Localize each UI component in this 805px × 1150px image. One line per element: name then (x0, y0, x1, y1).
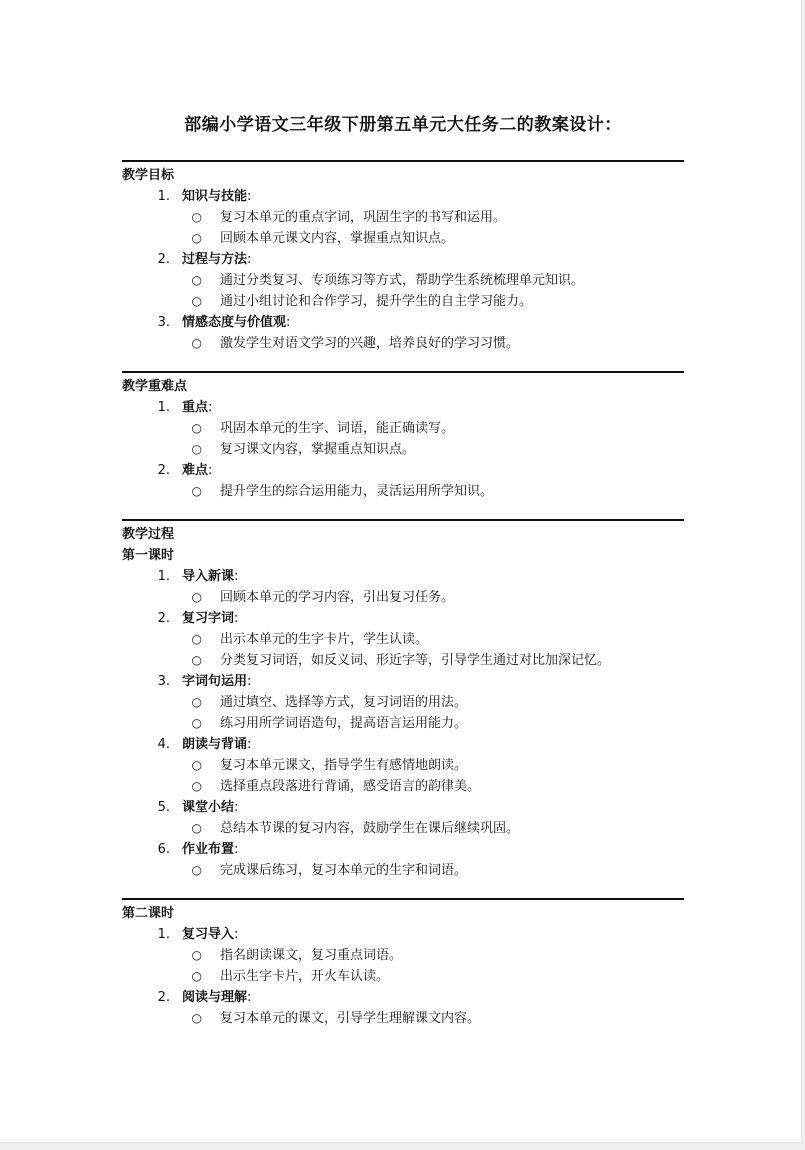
bullet-text: 复习本单元的重点字词，巩固生字的书写和运用。 (220, 210, 507, 225)
bullet-text: 回顾本单元课文内容，掌握重点知识点。 (220, 231, 455, 246)
section-divider (122, 898, 684, 900)
bullet-list (122, 207, 684, 249)
item-label: 复习导入 (182, 927, 235, 942)
bullet-item (122, 650, 684, 671)
item-number: 4. (157, 737, 170, 752)
list-item (122, 460, 684, 502)
bullet-list (122, 587, 684, 608)
bullet-item (122, 629, 684, 650)
item-colon: : (234, 569, 239, 584)
bullet-item (122, 860, 684, 881)
bullet-list (122, 270, 684, 312)
bullet-text: 复习课文内容，掌握重点知识点。 (220, 442, 416, 457)
numbered-list (122, 566, 684, 881)
item-label: 情感态度与价值观 (182, 315, 287, 330)
bullet-text: 通过填空、选择等方式，复习词语的用法。 (220, 695, 468, 710)
hollow-circle-bullet-icon: ○ (191, 653, 202, 667)
bullet-item (122, 418, 684, 439)
bullet-list (122, 945, 684, 987)
bullet-text: 通过小组讨论和合作学习，提升学生的自主学习能力。 (220, 294, 533, 309)
bullet-item (122, 818, 684, 839)
bullet-text: 练习用所学词语造句，提高语言运用能力。 (220, 716, 468, 731)
bullet-text: 通过分类复习、专项练习等方式，帮助学生系统梳理单元知识。 (220, 273, 585, 288)
item-colon: : (234, 927, 239, 942)
bullet-item (122, 270, 684, 291)
item-number: 2. (157, 463, 170, 478)
hollow-circle-bullet-icon: ○ (191, 421, 202, 435)
section-heading: 教学过程 (122, 527, 175, 542)
hollow-circle-bullet-icon: ○ (191, 336, 202, 350)
list-item (122, 608, 684, 671)
section-divider (122, 519, 684, 521)
bullet-text: 回顾本单元的学习内容，引出复习任务。 (220, 590, 455, 605)
hollow-circle-bullet-icon: ○ (191, 294, 202, 308)
bullet-text: 分类复习词语，如反义词、形近字等，引导学生通过对比加深记忆。 (220, 653, 611, 668)
item-colon: : (208, 400, 213, 415)
bullet-item (122, 228, 684, 249)
list-item (122, 987, 684, 1029)
section-heading: 教学重难点 (122, 379, 188, 394)
hollow-circle-bullet-icon: ○ (191, 231, 202, 245)
item-colon: : (234, 800, 239, 815)
bullet-item (122, 713, 684, 734)
bullet-list (122, 481, 684, 502)
item-colon: : (247, 189, 252, 204)
item-colon: : (247, 674, 252, 689)
bullet-item (122, 587, 684, 608)
item-colon: : (247, 737, 252, 752)
item-number: 3. (157, 674, 170, 689)
item-colon: : (247, 990, 252, 1005)
bullet-item (122, 776, 684, 797)
item-colon: : (286, 315, 291, 330)
list-item (122, 797, 684, 839)
bullet-text: 巩固本单元的生字、词语，能正确读写。 (220, 421, 455, 436)
item-number: 5. (157, 800, 170, 815)
hollow-circle-bullet-icon: ○ (191, 442, 202, 456)
list-item (122, 249, 684, 312)
section-heading: 第二课时 (122, 906, 175, 921)
list-item (122, 924, 684, 987)
list-item (122, 671, 684, 734)
hollow-circle-bullet-icon: ○ (191, 210, 202, 224)
item-number: 1. (157, 927, 170, 942)
section-subheading: 第一课时 (122, 548, 175, 563)
bullet-item (122, 692, 684, 713)
bullet-list (122, 629, 684, 671)
bullet-item (122, 1008, 684, 1029)
bullet-text: 指名朗读课文，复习重点词语。 (220, 948, 403, 963)
bullet-list (122, 1008, 684, 1029)
bullet-item (122, 291, 684, 312)
bullet-text: 激发学生对语文学习的兴趣，培养良好的学习习惯。 (220, 336, 520, 351)
list-item (122, 186, 684, 249)
list-item (122, 397, 684, 460)
item-number: 2. (157, 252, 170, 267)
hollow-circle-bullet-icon: ○ (191, 1011, 202, 1025)
hollow-circle-bullet-icon: ○ (191, 716, 202, 730)
bullet-item (122, 439, 684, 460)
bullet-text: 出示本单元的生字卡片，学生认读。 (220, 632, 429, 647)
bullet-item (122, 207, 684, 228)
bullet-list (122, 418, 684, 460)
bullet-item (122, 966, 684, 987)
item-label: 朗读与背诵 (182, 737, 248, 752)
numbered-list (122, 397, 684, 502)
bullet-list (122, 692, 684, 734)
item-label: 字词句运用 (182, 674, 248, 689)
section-teaching-process (122, 519, 684, 881)
numbered-list (122, 924, 684, 1029)
numbered-list (122, 186, 684, 354)
document-title: 部编小学语文三年级下册第五单元大任务二的教案设计： (184, 115, 622, 135)
bullet-list (122, 860, 684, 881)
item-number: 2. (157, 611, 170, 626)
list-item (122, 566, 684, 608)
hollow-circle-bullet-icon: ○ (191, 632, 202, 646)
hollow-circle-bullet-icon: ○ (191, 863, 202, 877)
bullet-list (122, 333, 684, 354)
item-number: 2. (157, 990, 170, 1005)
item-label: 作业布置 (182, 842, 235, 857)
item-number: 6. (157, 842, 170, 857)
item-number: 1. (157, 400, 170, 415)
bullet-text: 复习本单元的课文，引导学生理解课文内容。 (220, 1011, 481, 1026)
item-number: 1. (157, 189, 170, 204)
bullet-list (122, 818, 684, 839)
bullet-list (122, 755, 684, 797)
bullet-item (122, 481, 684, 502)
item-label: 阅读与理解 (182, 990, 248, 1005)
section-divider (122, 160, 684, 162)
section-second-lesson (122, 898, 684, 1029)
item-colon: : (247, 252, 252, 267)
hollow-circle-bullet-icon: ○ (191, 969, 202, 983)
hollow-circle-bullet-icon: ○ (191, 821, 202, 835)
item-colon: : (208, 463, 213, 478)
section-teaching-goals (122, 160, 684, 354)
item-number: 1. (157, 569, 170, 584)
bullet-text: 完成课后练习，复习本单元的生字和词语。 (220, 863, 468, 878)
list-item (122, 312, 684, 354)
hollow-circle-bullet-icon: ○ (191, 758, 202, 772)
item-label: 知识与技能 (182, 189, 248, 204)
section-key-difficulties (122, 371, 684, 502)
item-label: 复习字词 (182, 611, 235, 626)
bullet-item (122, 755, 684, 776)
item-label: 导入新课 (182, 569, 235, 584)
item-label: 难点 (182, 463, 209, 478)
item-label: 课堂小结 (182, 800, 235, 815)
bullet-text: 总结本节课的复习内容，鼓励学生在课后继续巩固。 (220, 821, 520, 836)
item-label: 过程与方法 (182, 252, 248, 267)
bullet-text: 出示生字卡片，开火车认读。 (220, 969, 390, 984)
hollow-circle-bullet-icon: ○ (191, 484, 202, 498)
list-item (122, 839, 684, 881)
section-heading: 教学目标 (122, 168, 175, 183)
section-divider (122, 371, 684, 373)
item-colon: : (234, 842, 239, 857)
hollow-circle-bullet-icon: ○ (191, 590, 202, 604)
bullet-text: 提升学生的综合运用能力，灵活运用所学知识。 (220, 484, 494, 499)
item-colon: : (234, 611, 239, 626)
bullet-item (122, 333, 684, 354)
list-item (122, 734, 684, 797)
hollow-circle-bullet-icon: ○ (191, 779, 202, 793)
bullet-item (122, 945, 684, 966)
hollow-circle-bullet-icon: ○ (191, 948, 202, 962)
item-number: 3. (157, 315, 170, 330)
hollow-circle-bullet-icon: ○ (191, 695, 202, 709)
bullet-text: 选择重点段落进行背诵，感受语言的韵律美。 (220, 779, 481, 794)
item-label: 重点 (182, 400, 209, 415)
hollow-circle-bullet-icon: ○ (191, 273, 202, 287)
bullet-text: 复习本单元课文，指导学生有感情地朗读。 (220, 758, 468, 773)
